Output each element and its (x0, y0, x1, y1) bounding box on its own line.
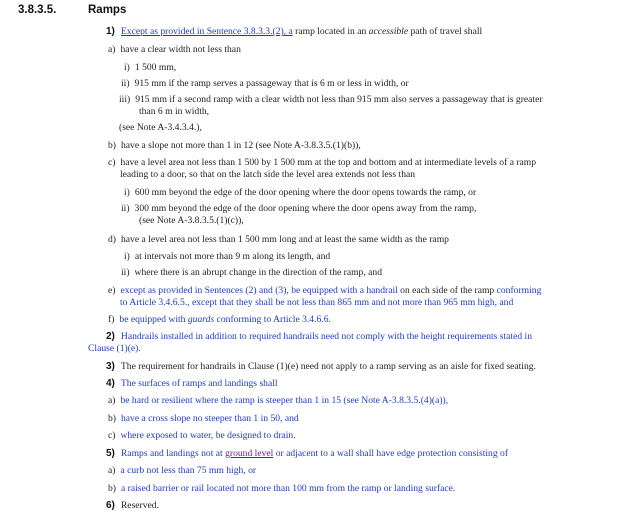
subclause-1a-i (124, 62, 176, 74)
sentence-2 (106, 331, 532, 343)
clause-label: b) (108, 140, 116, 151)
subclause-label: iii) (119, 94, 131, 105)
subclause-text: 300 mm beyond the edge of the door opening where the door opens away from the ramp, (134, 203, 477, 214)
amended-text: be hard or resilient where the ramp is steeper than 1 in 15 (see Note A-3.8.3.5.(4)(a)), (120, 395, 449, 406)
clause-1c (108, 157, 536, 169)
sentence-1-text-end: path of travel shall (408, 26, 483, 37)
sentence-4-number: 4) (106, 378, 115, 389)
amended-text: conforming (496, 285, 542, 296)
clause-1f (108, 314, 331, 326)
subclause-label: i) (124, 251, 130, 262)
sentence-1-number: 1) (106, 26, 115, 37)
section-number: 3.8.3.5. (18, 4, 57, 16)
sentence-1 (106, 26, 482, 38)
subclause-1c-i (124, 187, 476, 199)
sentence-2-cont: Clause (1)(e). (88, 343, 141, 354)
sentence-5-number: 5) (106, 448, 115, 459)
clause-5b (108, 483, 455, 495)
clause-label: e) (108, 285, 116, 296)
clause-label: b) (108, 413, 116, 424)
clause-text: have a clear width not less than (120, 44, 241, 55)
subclause-text: 600 mm beyond the edge of the door opening where the door opens towards the ramp, or (134, 187, 477, 198)
clause-1a (108, 44, 241, 56)
subclause-1a-ii (121, 78, 409, 90)
note-reference: (see Note A-3.8.3.5.(1)(c)), (139, 215, 244, 226)
subclause-text: 915 mm if the ramp serves a passageway that is 6 m or less in width, or (134, 78, 409, 89)
sentence-1-text: ramp located in an (292, 26, 369, 37)
section-title: Ramps (88, 4, 127, 16)
subclause-label: i) (124, 187, 130, 198)
clause-1c-cont: leading to a door, so that on the latch side the level area extends not less than (120, 169, 416, 180)
sentence-6-number: 6) (106, 500, 115, 511)
subclause-1c-ii (121, 203, 476, 215)
sentence-reference-link[interactable]: Except as provided in Sentence 3.8.3.3.(2), a (120, 26, 293, 37)
clause-5a (108, 465, 256, 477)
clause-label: a) (108, 44, 116, 55)
clause-label: c) (108, 430, 116, 441)
amended-text: have a cross slope no steeper than 1 in 50, and (121, 413, 299, 424)
clause-4b (108, 413, 299, 425)
clause-1d (108, 234, 449, 246)
defined-term-guards: guards (187, 314, 215, 325)
amended-text: or adjacent to a wall shall have edge protection consisting of (273, 448, 509, 459)
clause-label: a) (108, 395, 116, 406)
amended-text: except as provided in Sentences (2) and (3), be equipped with a handrail (120, 285, 398, 296)
sentence-4 (106, 378, 278, 390)
clause-text: have a level area not less than 1 500 by 1 500 mm at the top and bottom and at intermediate levels of a ramp (120, 157, 537, 168)
amended-text: a raised barrier or rail located not more than 100 mm from the ramp or landing surface. (121, 483, 456, 494)
amended-text: conforming to Article 3.4.6.6. (214, 314, 331, 325)
clause-text: have a slope not more than 1 in 12 (see Note A-3.8.3.5.(1)(b)), (121, 140, 361, 151)
amended-text: The surfaces of ramps and landings shall (120, 378, 278, 389)
defined-term-link-ground-level[interactable]: ground level (225, 448, 274, 459)
clause-1e (108, 285, 541, 297)
sentence-text: Reserved. (120, 500, 160, 511)
subclause-text: 915 mm if a second ramp with a clear width not less than 915 mm also serves a passageway that is greater (135, 94, 543, 105)
clause-label: a) (108, 465, 116, 476)
clause-label: b) (108, 483, 116, 494)
amended-text: be equipped with (119, 314, 188, 325)
sentence-6 (106, 500, 159, 512)
subclause-1a-iii-cont: than 6 m in width, (139, 106, 210, 117)
clause-text: on each side of the ramp (397, 285, 497, 296)
clause-text: have a level area not less than 1 500 mm long and at least the same width as the ramp (121, 234, 449, 245)
subclause-1d-ii (121, 267, 382, 279)
clause-4c (108, 430, 296, 442)
amended-text: Handrails installed in addition to required handrails need not comply with the height requirements stated in (120, 331, 533, 342)
amended-text: a curb not less than 75 mm high, or (120, 465, 257, 476)
subclause-1a-iii (119, 94, 543, 106)
clause-1e-cont: to Article 3.4.6.5., except that they shall be not less than 865 mm and not more than 965 mm high, and (120, 297, 514, 308)
sentence-3 (106, 361, 536, 373)
subclause-text: 1 500 mm, (134, 62, 177, 73)
sentence-5 (106, 448, 508, 460)
subclause-1d-i (124, 251, 330, 263)
defined-term-accessible: accessible (368, 26, 409, 37)
subclause-label: ii) (121, 267, 130, 278)
clause-label: c) (108, 157, 116, 168)
clause-4a (108, 395, 448, 407)
subclause-label: ii) (121, 78, 130, 89)
clause-label: f) (108, 314, 115, 325)
clause-1b (108, 140, 361, 152)
subclause-label: i) (124, 62, 130, 73)
sentence-text: The requirement for handrails in Clause (1)(e) need not apply to a ramp serving as an aisle for fixed seating. (120, 361, 536, 372)
note-reference: (see Note A-3.4.3.4.), (119, 122, 202, 133)
amended-text: where exposed to water, be designed to drain. (120, 430, 296, 441)
amended-text: Ramps and landings not at (120, 448, 226, 459)
sentence-2-number: 2) (106, 331, 115, 342)
sentence-3-number: 3) (106, 361, 115, 372)
subclause-label: ii) (121, 203, 130, 214)
subclause-text: at intervals not more than 9 m along its length, and (134, 251, 331, 262)
clause-label: d) (108, 234, 116, 245)
subclause-text: where there is an abrupt change in the direction of the ramp, and (134, 267, 383, 278)
